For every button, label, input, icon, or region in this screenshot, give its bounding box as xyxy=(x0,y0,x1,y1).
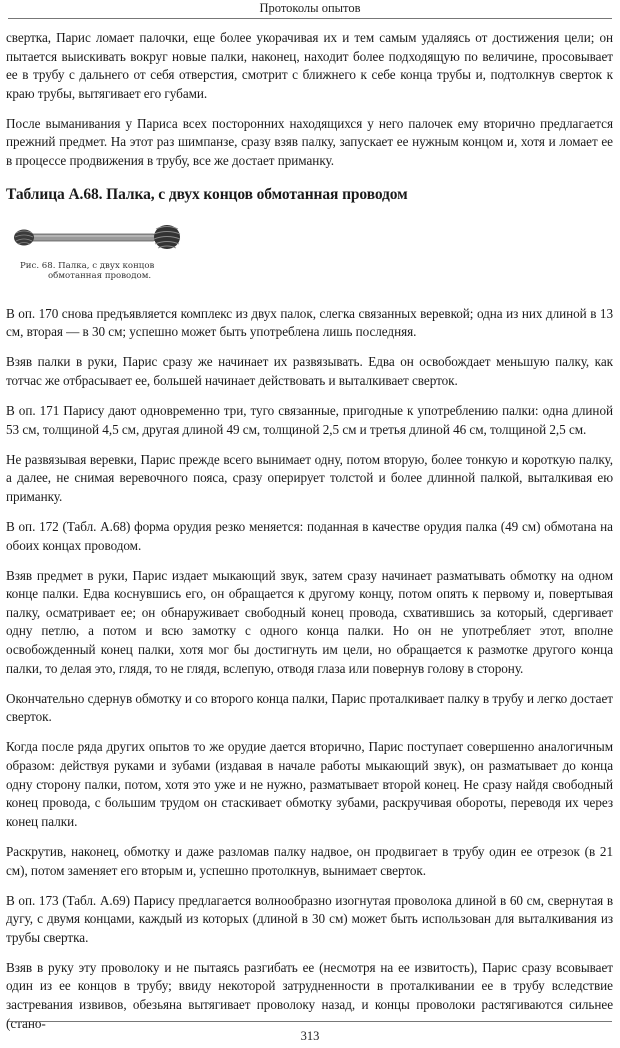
figure-68 xyxy=(6,215,196,293)
running-title: Протоколы опытов xyxy=(259,1,361,15)
paragraph: После выманивания у Париса всех посторонних находящихся у него палочек ему вторично предлагается прежний предмет. На этот раз шимпанзе, сразу взяв палку, запускает ее нужным концом и, хотя и ломает ее в процессе продвижения в трубу, все же достает приманку. xyxy=(6,115,613,169)
paragraph-continuation: свертка, Парис ломает палочки, еще более укорачивая их и тем самым удаляясь от достижения цели; он пытается выискивать вокруг новые палки, наконец, находит более подходящую по величине, просовывает ее в трубу с дальнего от себя отверстия, смотрит с ближнего к себе конца трубы и, подтолкнув сверток к краю трубы, вытягивает его губами. xyxy=(6,30,613,101)
page-content xyxy=(6,29,613,1045)
header-divider xyxy=(8,18,612,19)
stick-wrapped-with-wire-icon xyxy=(6,215,196,261)
figure-caption xyxy=(20,261,190,281)
figure-caption-line-1: Рис. 68. Палка, с двух концов xyxy=(20,260,155,271)
paragraph: Окончательно сдернув обмотку и со второго конца палки, Парис проталкивает палку в трубу и легко достает сверток. xyxy=(6,690,613,725)
paragraph: Взяв палки в руки, Парис сразу же начинает их развязывать. Едва он освобождает меньшую палку, как тотчас же отбрасывает ее, большей начинает действовать и выталкивает сверток. xyxy=(6,354,613,388)
figure-caption-line-2: обмотанная проводом. xyxy=(48,270,152,281)
paragraph: Раскрутив, наконец, обмотку и даже разломав палку надвое, он продвигает в трубу один ее отрезок (в 21 см), потом заменяет его вторым и, успешно протолкнув, вынимает сверток. xyxy=(6,843,613,878)
section-title: Таблица А.68. Палка, с двух концов обмотанная проводом xyxy=(6,185,408,203)
paragraph: Взяв предмет в руки, Парис издает мыкающий звук, затем сразу начинает разматывать обмотку на одном конце палки. Едва коснувшись его, он обращается к другому концу, потом опять к первому и, повертывая палку, осматривает ее; он обнаруживает свободный конец провода, схватившись за который, сдергивает одну петлю, а потом и всю замотку с одного конца палки. Но он не употребляет этот, вполне освобожденный конец палки, хотя мог бы достигнуть им цели, но обращается к размотке другого конца палки, то делая это, глядя, то не глядя, вслепую, отводя глаза или повернув голову в сторону. xyxy=(6,567,613,676)
paragraph: Взяв в руку эту проволоку и не пытаясь разгибать ее (несмотря на ее извитость), Парис сразу всовывает один из ее концов в трубу; ввиду некоторой затрудненности в проталкивании ее в трубу вследствие застревания извивов, обезьяна вытягивает проволоку назад, и концы проволоки растягиваются сильнее (стано- xyxy=(6,959,613,1031)
paragraph-experiment-171: В оп. 171 Парису дают одновременно три, туго связанные, пригодные к употреблению палки: одна длиной 53 см, толщиной 4,5 см, другая длиной 49 см, толщиной 2,5 см и третья длиной 46 см, толщиной 2,5 см. xyxy=(6,403,613,437)
footer-divider xyxy=(8,1021,612,1022)
paragraph-experiment-173: В оп. 173 (Табл. А.69) Парису предлагается волнообразно изогнутая проволока длиной в 60 см, свернутая в дугу, с двумя концами, каждый из которых (длиной в 30 см) может быть использован для выталкивания из трубы свертка. xyxy=(6,892,613,945)
page-number: 313 xyxy=(300,1029,320,1043)
paragraph: Не развязывая веревки, Парис прежде всего вынимает одну, потом вторую, более тонкую и короткую палку, а далее, не снимая веревочного пояса, сразу оперирует толстой и более длинной палкой, выталкивая ею приманку. xyxy=(6,451,613,504)
paragraph-experiment-170: В оп. 170 снова предъявляется комплекс из двух палок, слегка связанных веревкой; одна из них длиной в 13 см, вторая — в 30 см; успешно может быть употреблена лишь последняя. xyxy=(6,305,613,340)
paragraph-experiment-172: В оп. 172 (Табл. А.68) форма орудия резко меняется: поданная в качестве орудия палка (49 см) обмотана на обоих концах проводом. xyxy=(6,519,613,553)
paragraph: Когда после ряда других опытов то же орудие дается вторично, Парис поступает совершенно аналогичным образом: действуя руками и зубами (издавая в начале работы мыкающий звук), он разматывает до конца одну сторону палки, потом, хотя это уже и не нужно, разматывает второй конец. Не сразу найдя свободный конец провода, с большим трудом он стаскивает обмотку зубами, раскручивая обороты, переводя их через конец палки. xyxy=(6,739,613,829)
